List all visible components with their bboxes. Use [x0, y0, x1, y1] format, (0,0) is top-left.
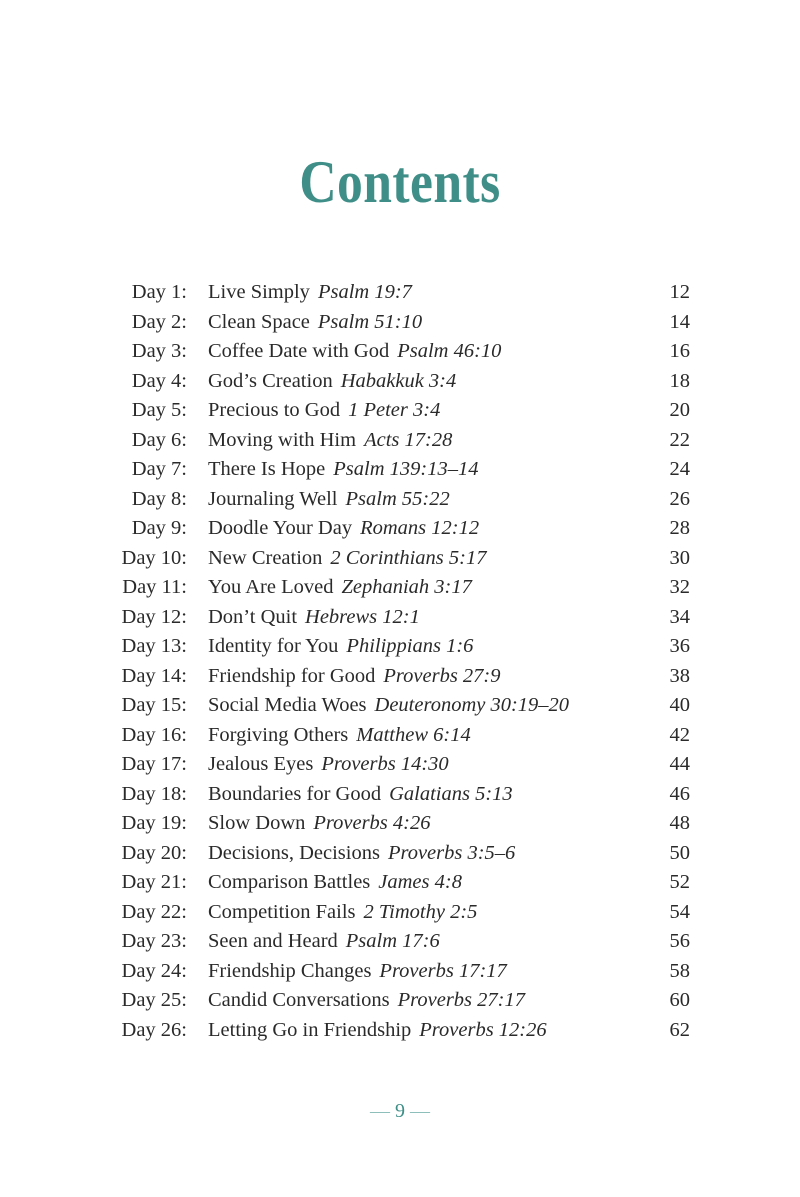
toc-entry[interactable] — [0, 691, 800, 721]
toc-entry-title: Comparison Battles — [208, 871, 371, 893]
toc-entry[interactable] — [0, 426, 800, 456]
toc-day-label: Day 17: — [121, 753, 187, 775]
toc-entry-text — [208, 662, 501, 692]
toc-entry-text — [208, 750, 449, 780]
toc-entry-title: Candid Conversations — [208, 989, 390, 1011]
toc-day-label: Day 21: — [121, 871, 187, 893]
toc-entry-reference: Hebrews 12:1 — [305, 605, 420, 628]
folio-dash-left: — — [370, 1100, 390, 1122]
toc-entry-title: Doodle Your Day — [208, 517, 353, 539]
toc-entry[interactable] — [0, 662, 800, 692]
toc-entry-title: Live Simply — [208, 281, 310, 303]
toc-entry[interactable] — [0, 278, 800, 308]
page-number — [0, 1100, 800, 1123]
toc-day-label: Day 2: — [131, 310, 187, 333]
toc-entry-text — [208, 337, 501, 367]
toc-page-number: 52 — [669, 871, 690, 893]
toc-entry-title: Social Media Woes — [208, 694, 367, 716]
toc-entry-reference: Acts 17:28 — [364, 428, 453, 451]
toc-entry[interactable] — [0, 957, 800, 987]
toc-entry-text — [208, 514, 479, 544]
toc-entry-title: Clean Space — [208, 310, 310, 333]
toc-entry-title: Decisions, Decisions — [208, 841, 380, 864]
toc-entry-title: You Are Loved — [208, 576, 334, 598]
toc-entry-text — [208, 367, 456, 397]
toc-entry[interactable] — [0, 573, 800, 603]
toc-day-label: Day 8: — [131, 487, 187, 510]
toc-entry-text — [208, 986, 525, 1016]
toc-entry-reference: 2 Timothy 2:5 — [363, 900, 478, 923]
toc-entry-reference: Proverbs 12:26 — [419, 1018, 547, 1041]
toc-day-label: Day 16: — [121, 723, 187, 746]
toc-entry-reference: Psalm 19:7 — [317, 281, 412, 303]
toc-entry-text — [208, 1016, 547, 1046]
toc-page-number: 14 — [669, 310, 690, 333]
toc-entry-title: Jealous Eyes — [208, 753, 314, 775]
toc-entry-reference: Romans 12:12 — [360, 517, 480, 539]
toc-entry-text — [208, 898, 477, 928]
toc-entry[interactable] — [0, 1016, 800, 1046]
toc-entry-title: God’s Creation — [208, 369, 333, 392]
toc-entry-title: Journaling Well — [208, 487, 338, 510]
toc-day-label: Day 12: — [121, 605, 187, 628]
toc-entry[interactable] — [0, 927, 800, 957]
toc-entry[interactable] — [0, 308, 800, 338]
toc-entry-reference: James 4:8 — [378, 871, 462, 893]
toc-day-label: Day 23: — [121, 930, 187, 952]
toc-page-number: 34 — [669, 605, 690, 628]
toc-day-label: Day 18: — [121, 782, 187, 805]
toc-page-number: 46 — [669, 782, 690, 805]
toc-entry[interactable] — [0, 514, 800, 544]
toc-day-label: Day 10: — [121, 546, 187, 569]
toc-entry-text — [208, 544, 486, 574]
toc-entry[interactable] — [0, 809, 800, 839]
toc-entry-title: Friendship for Good — [208, 664, 376, 687]
toc-page-number: 28 — [669, 517, 690, 539]
toc-day-label: Day 1: — [131, 281, 187, 303]
toc-entry-text — [208, 308, 422, 338]
toc-page-number: 38 — [669, 664, 690, 687]
page-title: Contents — [299, 149, 501, 215]
toc-entry-title: Letting Go in Friendship — [208, 1018, 412, 1041]
toc-entry-text — [208, 839, 515, 869]
toc-entry-title: Competition Fails — [208, 900, 356, 923]
toc-day-label: Day 13: — [121, 635, 187, 657]
toc-entry-reference: Proverbs 3:5–6 — [387, 841, 516, 864]
toc-day-label: Day 24: — [121, 959, 187, 982]
toc-day-label: Day 3: — [131, 340, 187, 362]
toc-day-label: Day 7: — [131, 458, 187, 480]
toc-entry-reference: 1 Peter 3:4 — [348, 399, 441, 421]
toc-day-label: Day 20: — [121, 841, 187, 864]
toc-day-label: Day 4: — [131, 369, 187, 392]
toc-entry-text — [208, 632, 473, 662]
toc-day-label: Day 22: — [121, 900, 187, 923]
toc-page-number: 62 — [669, 1018, 690, 1041]
toc-page-number: 60 — [669, 989, 690, 1011]
toc-entry-text — [208, 957, 507, 987]
toc-entry[interactable] — [0, 632, 800, 662]
toc-entry-text — [208, 691, 569, 721]
toc-page-number: 12 — [669, 281, 690, 303]
toc-entry-reference: Proverbs 17:17 — [379, 959, 507, 982]
toc-entry-title: Don’t Quit — [208, 605, 298, 628]
toc-entry-title: Precious to God — [208, 399, 341, 421]
toc-entry-title: Identity for You — [208, 635, 339, 657]
toc-entry[interactable] — [0, 485, 800, 515]
toc-entry[interactable] — [0, 337, 800, 367]
toc-entry-text — [208, 809, 431, 839]
toc-page-number: 42 — [669, 723, 690, 746]
toc-entry-text — [208, 485, 450, 515]
toc-day-label: Day 6: — [131, 428, 187, 451]
toc-entry-text — [208, 278, 412, 308]
toc-entry[interactable] — [0, 367, 800, 397]
toc-entry-text — [208, 780, 513, 810]
toc-page-number: 36 — [669, 635, 690, 657]
toc-entry-title: There Is Hope — [208, 458, 326, 480]
toc-entry[interactable] — [0, 780, 800, 810]
toc-page-number: 18 — [669, 369, 690, 392]
toc-page-number: 40 — [669, 694, 690, 716]
toc-page-number: 56 — [669, 930, 690, 952]
toc-entry[interactable] — [0, 986, 800, 1016]
toc-entry[interactable] — [0, 868, 800, 898]
toc-entry-text — [208, 426, 452, 456]
toc-entry-reference: Galatians 5:13 — [389, 782, 513, 805]
toc-entry-title: Boundaries for Good — [208, 782, 382, 805]
toc-entry-text — [208, 868, 462, 898]
toc-entry-reference: Psalm 55:22 — [345, 487, 450, 510]
toc-day-label: Day 26: — [121, 1018, 187, 1041]
toc-entry-reference: Philippians 1:6 — [346, 635, 474, 657]
toc-page-number: 32 — [669, 576, 690, 598]
toc-day-label: Day 15: — [121, 694, 187, 716]
toc-page-number: 20 — [669, 399, 690, 421]
toc-entry-reference: 2 Corinthians 5:17 — [330, 546, 487, 569]
toc-entry-reference: Proverbs 4:26 — [313, 812, 431, 834]
toc-entry-reference: Deuteronomy 30:19–20 — [374, 694, 570, 716]
toc-page-number: 24 — [669, 458, 690, 480]
toc-entry[interactable] — [0, 455, 800, 485]
toc-entry-reference: Psalm 46:10 — [397, 340, 502, 362]
toc-entry[interactable] — [0, 603, 800, 633]
toc-entry-reference: Proverbs 27:17 — [397, 989, 525, 1011]
toc-entry-text — [208, 396, 440, 426]
folio-dash-right: — — [410, 1100, 430, 1122]
toc-page-number: 50 — [669, 841, 690, 864]
toc-day-label: Day 5: — [131, 399, 187, 421]
toc-entry[interactable] — [0, 396, 800, 426]
toc-page-number: 26 — [669, 487, 690, 510]
toc-entry-reference: Matthew 6:14 — [356, 723, 471, 746]
toc-entry-title: Moving with Him — [208, 428, 357, 451]
toc-entry-title: Seen and Heard — [208, 930, 338, 952]
toc-day-label: Day 9: — [131, 517, 187, 539]
toc-entry[interactable] — [0, 750, 800, 780]
toc-entry[interactable] — [0, 898, 800, 928]
toc-page-number: 48 — [669, 812, 690, 834]
folio-number: 9 — [395, 1100, 405, 1122]
table-of-contents — [0, 278, 800, 1045]
toc-entry-text — [208, 927, 440, 957]
toc-page-number: 16 — [669, 340, 690, 362]
toc-entry-title: Coffee Date with God — [208, 340, 390, 362]
toc-day-label: Day 19: — [121, 812, 187, 834]
toc-entry-text — [208, 455, 478, 485]
toc-day-label: Day 14: — [121, 664, 187, 687]
toc-entry-text — [208, 603, 420, 633]
toc-page-number: 22 — [669, 428, 690, 451]
toc-entry-text — [208, 721, 471, 751]
toc-entry-reference: Psalm 139:13–14 — [333, 458, 479, 480]
toc-day-label: Day 11: — [122, 576, 187, 598]
toc-day-label: Day 25: — [121, 989, 187, 1011]
toc-page-number: 30 — [669, 546, 690, 569]
toc-entry[interactable] — [0, 544, 800, 574]
toc-page-number: 54 — [669, 900, 690, 923]
toc-entry-title: Friendship Changes — [208, 959, 372, 982]
toc-entry-reference: Zephaniah 3:17 — [341, 576, 472, 598]
toc-entry-reference: Proverbs 14:30 — [321, 753, 449, 775]
toc-entry-reference: Proverbs 27:9 — [383, 664, 501, 687]
toc-entry-title: Slow Down — [208, 812, 306, 834]
toc-entry-text — [208, 573, 472, 603]
toc-page-number: 58 — [669, 959, 690, 982]
toc-entry-title: Forgiving Others — [208, 723, 349, 746]
toc-entry-reference: Habakkuk 3:4 — [340, 369, 457, 392]
toc-entry[interactable] — [0, 839, 800, 869]
toc-entry-reference: Psalm 51:10 — [317, 310, 423, 333]
toc-entry-title: New Creation — [208, 546, 323, 569]
toc-entry-reference: Psalm 17:6 — [345, 930, 440, 952]
toc-page-number: 44 — [669, 753, 690, 775]
toc-entry[interactable] — [0, 721, 800, 751]
